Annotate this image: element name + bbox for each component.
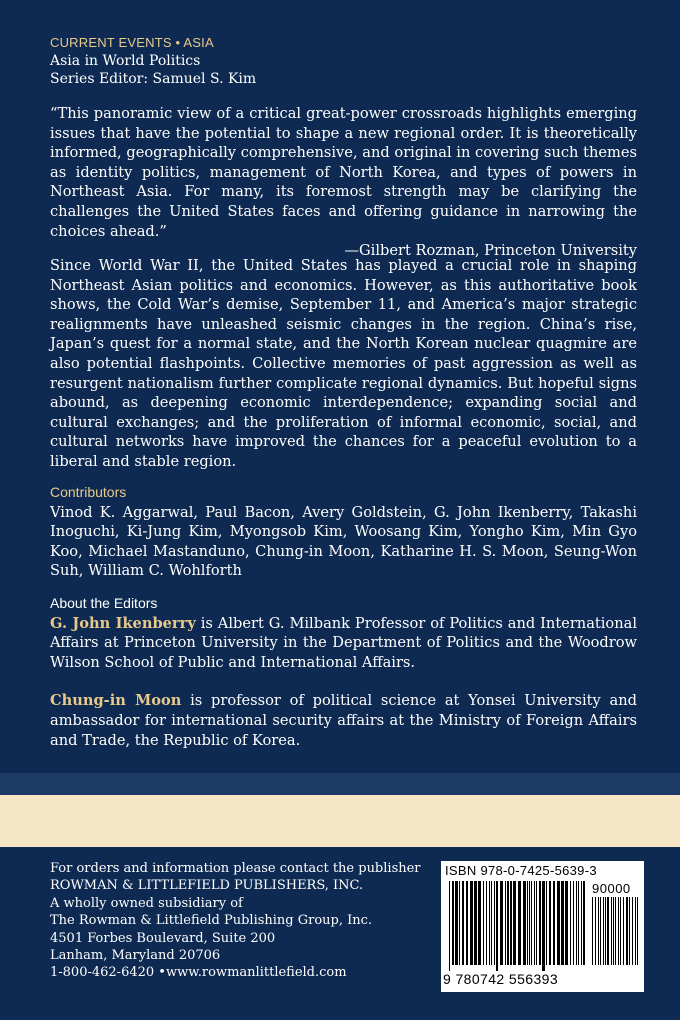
publisher-name: ROWMAN & LITTLEFIELD PUBLISHERS, INC. (50, 878, 364, 894)
category-label: CURRENT EVENTS • ASIA (50, 35, 214, 50)
book-description: Since World War II, the United States has played a crucial role in shaping Northeast Asian politics and economics. However, as this authoritative book shows, the Cold War’s demise, September 11, and America’s major strategic realignments have unleashed seismic changes in the region. China’s rise, Japan’s quest for a normal state, and the North Korean nuclear quagmire are also potential flashpoints. Collective memories of past aggression as well as resurgent nationalism further complicate regional dynamics. But hopeful signs abound, as deepening economic interdependence; expanding social and cultural exchanges; and the proliferation of informal economic, social, and cultural networks have improved the chances for a peaceful evolution to a liberal and stable region. (50, 257, 637, 470)
editor-2-bio: is professor of political science at Yonsei University and ambassador for international security affairs at the Ministry of Foreign Affairs and Trade, the Republic of Korea. (50, 692, 637, 749)
barcode-bar (527, 881, 528, 965)
contributors-list: Vinod K. Aggarwal, Paul Bacon, Avery Goldstein, G. John Ikenberry, Takashi Inoguchi, Ki-Jung Kim, Myongsob Kim, Woosang Kim, Yongho Kim, Min Gyo Koo, Michael Mastanduno, Chung-in Moon, Katharine H. S. Moon, Seung-Won Suh, William C. Wohlforth (50, 503, 637, 580)
barcode-bar (470, 881, 473, 965)
editor-2-paragraph (50, 691, 637, 750)
barcode-bar (626, 897, 628, 965)
barcode-bar (620, 897, 621, 965)
series-name: Asia in World Politics (50, 53, 201, 69)
barcode-bar (539, 881, 541, 965)
barcode-bar (494, 881, 495, 965)
price-addon-label: 90000 (592, 881, 631, 896)
barcode-bar (507, 881, 509, 965)
barcode-bar (637, 897, 638, 965)
barcode-bar (583, 881, 585, 965)
barcode-bar (598, 897, 599, 965)
barcode-box (441, 861, 644, 992)
contributors-section (50, 483, 637, 581)
barcode-bar (549, 881, 551, 965)
publisher-group: The Rowman & Littlefield Publishing Group, Inc. (50, 913, 373, 929)
barcode-bar (611, 897, 612, 965)
barcode-bar (529, 881, 530, 965)
publisher-subsidiary: A wholly owned subsidiary of (50, 895, 243, 911)
barcode-bar (459, 881, 460, 965)
barcode-bar (613, 897, 614, 965)
barcode-bar (536, 881, 537, 965)
contributors-heading: Contributors (50, 484, 127, 500)
barcode-bar (500, 881, 503, 965)
series-info (50, 34, 650, 88)
barcode-bar (578, 881, 579, 965)
barcode-bar (505, 881, 506, 965)
barcode-bar (491, 881, 492, 965)
barcode-bar (605, 897, 606, 965)
barcode-bar (546, 881, 547, 965)
barcode-bar (478, 881, 481, 965)
barcode-bar (523, 881, 526, 965)
barcode-bar (483, 881, 484, 965)
publisher-contact: 1-800-462-6420 •www.rowmanlittlefield.com (50, 965, 347, 981)
barcode-bar (635, 897, 636, 965)
barcode-bar (449, 881, 450, 971)
barcode-bar (607, 897, 609, 965)
endorsement-quote (50, 104, 637, 261)
barcode-bar (618, 897, 619, 965)
series-editor: Series Editor: Samuel S. Kim (50, 71, 257, 87)
publisher-intro: For orders and information please contact the publisher (50, 861, 421, 876)
barcode-bar (510, 881, 512, 965)
barcode-bar (462, 881, 464, 965)
publisher-address-1: 4501 Forbes Boulevard, Suite 200 (50, 930, 276, 946)
editors-section (50, 594, 637, 750)
barcode-bar (603, 897, 604, 965)
barcode-bar (561, 881, 564, 965)
barcode-bar (573, 881, 574, 965)
divider-band (0, 773, 680, 795)
barcode-bar (576, 881, 577, 965)
quote-attribution: —Gilbert Rozman, Princeton University (344, 242, 637, 260)
editor-1-name: G. John Ikenberry (50, 614, 196, 632)
publisher-info (50, 860, 450, 982)
price-addon-barcode (592, 897, 640, 971)
barcode-bar (595, 897, 596, 965)
editors-heading: About the Editors (50, 595, 158, 611)
barcode-bar (553, 881, 555, 965)
barcode-bar (570, 881, 571, 965)
barcode-bar (542, 881, 545, 971)
barcode-bar (600, 897, 601, 965)
barcode-bar (452, 881, 454, 965)
barcode-bar (615, 897, 616, 965)
barcode-bar (513, 881, 516, 965)
ean-barcode (449, 881, 587, 971)
barcode-bar (632, 897, 633, 965)
editor-1-paragraph (50, 614, 637, 673)
barcode-bar (474, 881, 477, 965)
barcode-bar (455, 881, 458, 965)
barcode-bar (489, 881, 490, 965)
barcode-bar (518, 881, 521, 965)
barcode-bar (534, 881, 535, 965)
barcode-bar (592, 897, 593, 965)
ean-digits: 9 780742 556393 (443, 971, 558, 987)
barcode-bar (565, 881, 568, 965)
barcode-bar (581, 881, 582, 965)
barcode-bar (629, 897, 630, 965)
publisher-address-2: Lanham, Maryland 20706 (50, 948, 221, 964)
editor-2-name: Chung-in Moon (50, 692, 182, 710)
barcode-bar (531, 881, 532, 965)
isbn-label: ISBN 978-0-7425-5639-3 (445, 863, 597, 878)
barcode-bar (557, 881, 560, 965)
barcode-bar (486, 881, 487, 965)
barcode-bar (496, 881, 498, 971)
cream-band (0, 795, 680, 847)
quote-text: “This panoramic view of a critical great-power crossroads highlights emerging issues that have the potential to shape a new regional order. It is theoretically informed, geographically comprehensive, and original in covering such themes as identity politics, management of North Korea, and types of powers in Northeast Asia. For many, its foremost strength may be clarifying the challenges the United States faces and offering guidance in narrowing the choices ahead.” (50, 105, 637, 240)
editor-1-bio: is Albert G. Milbank Professor of Politics and International Affairs at Princeton University in the Department of Politics and the Woodrow Wilson School of Public and International Affairs. (50, 614, 637, 671)
barcode-bar (623, 897, 624, 965)
barcode-bar (466, 881, 468, 965)
